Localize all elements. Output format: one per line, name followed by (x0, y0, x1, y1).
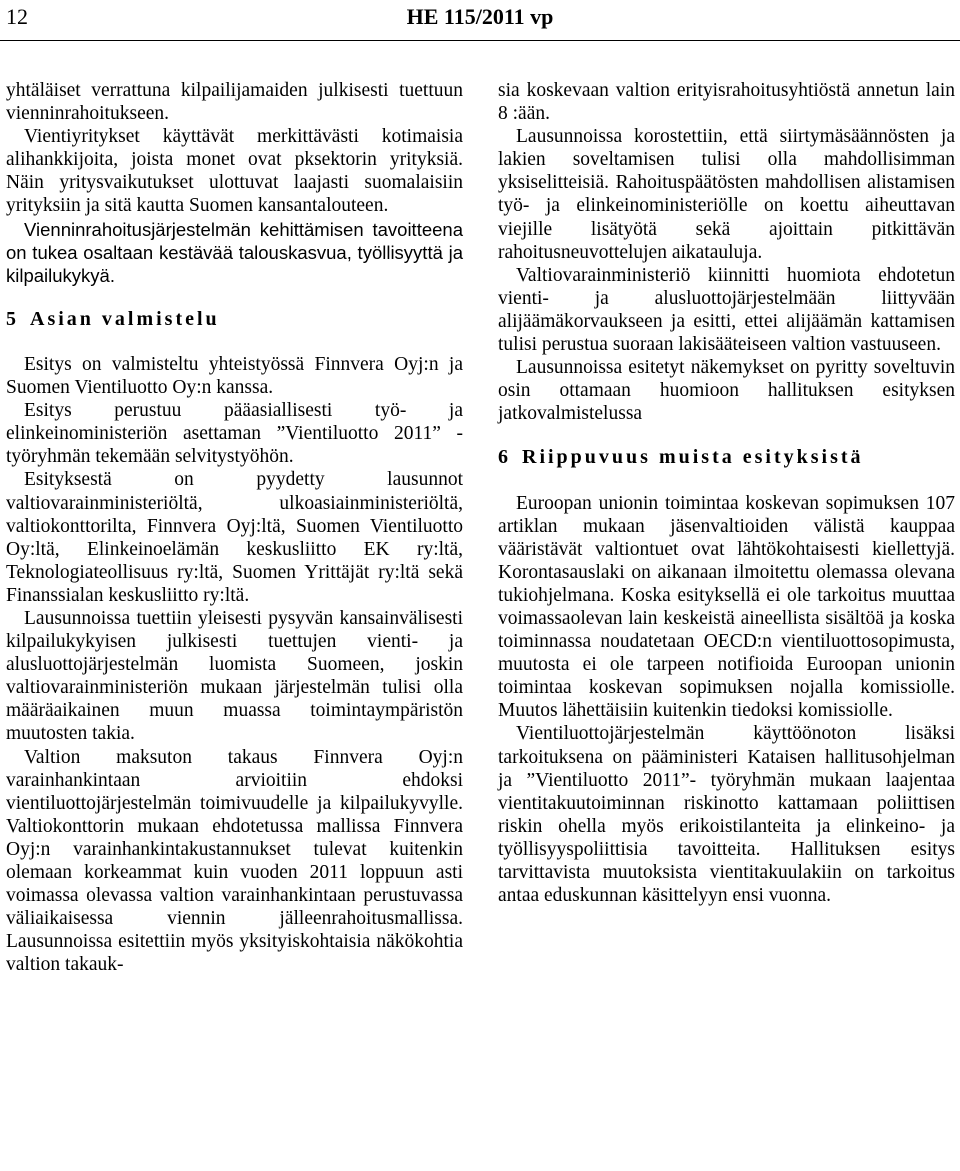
paragraph: yhtäläiset verrattuna kilpailijamaiden julkisesti tuettuun vienninrahoitukseen. (6, 80, 463, 125)
paragraph: Lausunnoissa korostettiin, että siirtymäsäännösten ja lakien soveltamisen tulisi olla mahdollisimman yksiselitteisiä. Rahoituspäätösten mahdollisen alistamisen työ- ja elinkeinoministeriölle on koettu aiheuttavan viejille lisätyötä sekä ajoittain pitkittävän rahoitusneuvottelujen aikatauluja. (498, 126, 955, 263)
paragraph: Esityksestä on pyydetty lausunnot valtiovarainministeriöltä, ulkoasiainministeriöltä, valtiokonttorilta, Finnvera Oyj:ltä, Suomen Vientiluotto Oy:ltä, Elinkeinoelämän keskusliitto EK ry:ltä, Teknologiateollisuus ry:ltä, Suomen Yrittäjät ry:ltä sekä Finanssialan keskusliitto ry:ltä. (6, 469, 463, 606)
page-number: 12 (6, 4, 28, 29)
document-id: HE 115/2011 vp (406, 4, 554, 29)
paragraph: Lausunnoissa esitetyt näkemykset on pyritty soveltuvin osin ottamaan huomioon hallituksen esityksen jatkovalmistelussa (498, 357, 955, 425)
paragraph: Vientiyritykset käyttävät merkittävästi kotimaisia alihankkijoita, joista monet ovat pksektorin yrityksiä. Näin yritysvaikutukset ulottuvat laajasti suomalaisiin yrityksiin ja sitä kautta Suomen kansantalouteen. (6, 126, 463, 217)
paragraph: Euroopan unionin toimintaa koskevan sopimuksen 107 artiklan mukaan jäsenvaltioiden välistä kauppaa vääristävät valtiontuet ovat lähtökohtaisesti kiellettyjä. Korontasauslaki on aikanaan ilmoitettu olemassa olevana tukiohjelmana. Koska esityksellä ei ole tarkoitus muuttaa voimassaolevan lain keskeistä aineellista sisältöä ja koska toiminnassa noudatetaan OECD:n vientiluottosopimusta, muutosta ei ole tarpeen notifioida Euroopan unionin toimintaa koskevan sopimuksen nojalla komissiolle. Muutos lähettäisiin kuitenkin tiedoksi komissiolle. (498, 492, 955, 722)
section-heading (498, 446, 955, 469)
left-column (6, 79, 463, 976)
paragraph: Esitys on valmisteltu yhteistyössä Finnvera Oyj:n ja Suomen Vientiluotto Oy:n kanssa. (6, 353, 463, 399)
paragraph: sia koskevaan valtion erityisrahoitusyhtiöstä annetun lain 8 :ään. (498, 80, 955, 125)
page-header (0, 4, 960, 36)
paragraph: Lausunnoissa tuettiin yleisesti pysyvän kansainvälisesti kilpailukykyisen julkisesti tuettujen vienti- ja alusluottojärjestelmän luomista Suomeen, joskin valtiovarainministeriön mukaan järjestelmän tulisi olla määräaikainen muun muassa toimintaympäristön muutosten takia. (6, 607, 463, 745)
paragraph: Vienninrahoitusjärjestelmän kehittämisen tavoitteena on tukea osaltaan kestävää talouskasvua, työllisyyttä ja kilpailukykyä. (6, 218, 463, 286)
section-number: 6 (498, 446, 508, 469)
section-title: Riippuvuus muista esityksistä (522, 446, 864, 469)
paragraph: Valtion maksuton takaus Finnvera Oyj:n varainhankintaan arvioitiin ehdoksi vientiluottojärjestelmän toimivuudelle ja kilpailukyvylle. Valtiokonttorin mukaan ehdotetussa mallissa Finnvera Oyj:n varainhankintakustannukset tulevat kuitenkin olemaan korkeammat kuin vuoden 2011 loppuun asti voimassa olevassa valtion varainhankintaan perustuvassa väliaikaisessa viennin jälleenrahoitusmallissa. Lausunnoissa esitettiin myös yksityiskohtaisia näkökohtia valtion takauk- (6, 746, 463, 976)
section-heading (6, 308, 463, 331)
paragraph: Vientiluottojärjestelmän käyttöönoton lisäksi tarkoituksena on pääministeri Kataisen hallitusohjelman ja ”Vientiluotto 2011”- työryhmän mukaan laajentaa vientitakuutoiminnan riskinotto kattamaan poliittisen riskin ohella myös erikoistilanteita ja elinkeino- ja työllisyyspoliittisia tavoitteita. Hallituksen esitys tarvittavista muutoksista vientitakuulakiin on tarkoitus antaa eduskunnan käsittelyyn ensi vuonna. (498, 723, 955, 907)
paragraph: Valtiovarainministeriö kiinnitti huomiota ehdotetun vienti- ja alusluottojärjestelmään liittyvään alijäämäkorvaukseen ja esitti, ettei alijäämän kattamisen tulisi perustua suoraan lakisääteiseen valtion vastuuseen. (498, 264, 955, 356)
right-column (498, 79, 955, 907)
header-rule (0, 40, 960, 41)
section-number: 5 (6, 307, 16, 330)
paragraph: Esitys perustuu pääasiallisesti työ- ja elinkeinoministeriön asettaman ”Vientiluotto 2011” -työryhmän tekemään selvitystyöhön. (6, 400, 463, 468)
section-title: Asian valmistelu (30, 307, 220, 330)
